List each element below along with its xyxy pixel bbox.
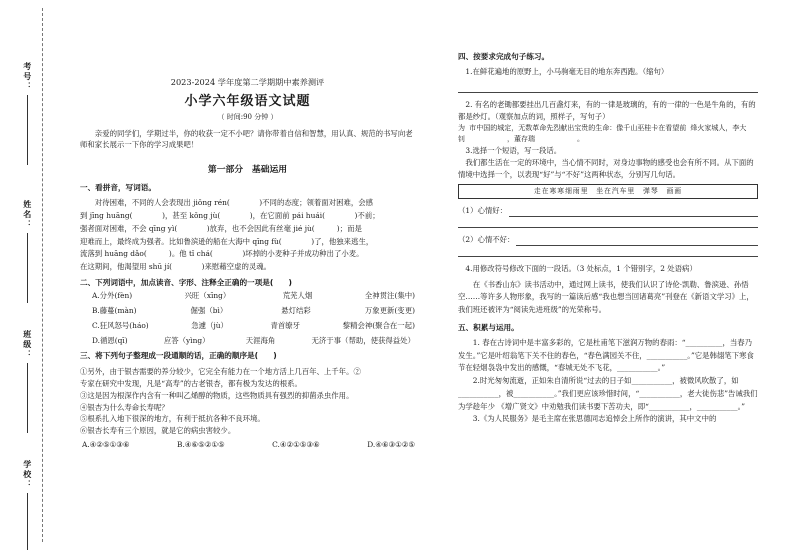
s2-cell: 应答（yìng）: [163, 335, 210, 345]
s2-option-row[interactable]: [80, 292, 415, 301]
s2-cell: A.分外(fèn): [92, 290, 133, 300]
exam-number-field[interactable]: [20, 62, 34, 165]
intro-note: 亲爱的同学们，学期过半，你的收获一定不小吧？请你带着自信和智慧，用认真、规范的书写向老师和家长展示一下你的学习成果吧！: [80, 128, 413, 150]
part-title: 第一部分 基础运用: [207, 164, 288, 175]
school-field[interactable]: [20, 460, 34, 550]
mood-good-line-2[interactable]: [458, 217, 758, 228]
exam-title: 2023-2024 学年度第二学期期中素养测评: [170, 77, 325, 87]
class-label: 班级：: [22, 330, 33, 360]
s4-q3: 3.选择一个短语，写一段话。: [465, 146, 562, 156]
s3-options: [80, 441, 415, 450]
section-5-heading: 五、积累与运用。: [458, 322, 519, 332]
s4-q2: 2. 有名的老锄都要挂出几百盏灯来，有的一律是玻璃的，有的一律的一色是牛角的，有的都是纱灯。（观察加点的词，照样子，写句子）: [458, 100, 756, 122]
s1-line: 到 jīng huāng( )，甚至 kǒng jù( )，在它面前 pái huái( )不前；: [80, 211, 380, 221]
s5-q1[interactable]: 1. 春在古诗词中是丰富多彩的，它是杜甫笔下滋润万物的春雨：“__________，当春乃发生。”它是叶绍翁笔下关不住的春色，“春色满园关不住，___________。”它是韩翃笔下寒食节在轻烟袅袅中发出的感慨，“春城无处不飞花，___________。”: [458, 337, 754, 373]
s1-line: 流落到 huāng dǎo( )。他 tǐ chá( )坏掉的小麦种子并成功种出了小麦。: [80, 249, 364, 259]
s4-q2-answer[interactable]: 为 市中国的城定，无数革命先烈献出宝贵的生命：像千山巫桂卡在看望前 烽火家城人，李大钊 ，董存瑞 。: [458, 124, 747, 144]
s2-cell: 青首缭牙: [270, 320, 301, 330]
s3-line: ①另外，由于银杏需要的养分较少，它完全有能力在一个地方活上几百年、上千年。②: [80, 366, 361, 376]
s2-option-row[interactable]: [80, 322, 415, 331]
s3-line: ③这是因为根深作内含有一种叫乙烯醇的物质，这些物质具有强烈的抑菌杀虫作用。: [80, 390, 354, 400]
s1-line: 在这期间，他渴望用 shū jí( )来慰藉空虚的灵魂。: [80, 262, 272, 272]
paper-title: 小学六年级语文试题: [184, 93, 311, 109]
s4-q1: 1.在鲜花遍地的原野上，小马驹毫无目的地东奔西跑。（缩句）: [465, 67, 669, 77]
school-label: 学校：: [22, 460, 33, 490]
section-1-heading: 一、看拼音，写词语。: [80, 183, 156, 193]
mood-bad-label: （2）心情不好：: [458, 235, 515, 245]
s3-line: ④银杏为什么寿命长寿呢？: [80, 402, 169, 412]
name-line: [27, 233, 28, 303]
left-column: [80, 48, 415, 450]
s2-cell: 黎精会神(聚合在一起): [342, 320, 415, 330]
s2-cell: 万象更新(变更): [364, 305, 415, 315]
mood-bad-line-2[interactable]: [458, 246, 758, 257]
s3-option-a[interactable]: A.④②⑤①③⑥: [82, 440, 130, 450]
section-3-text: [80, 366, 415, 438]
s4-q1-answer-line[interactable]: [458, 82, 758, 93]
exam-number-line: [27, 95, 28, 165]
s4-q3-desc: 我们都生活在一定的环境中，当心情不同时，对身边事物的感受也会有所不同。从下面的情境中选择一个，以表现“好”与“不好”这两种状态，分别写几句话。: [458, 158, 754, 180]
school-line: [27, 493, 28, 550]
exam-number-label: 考号：: [22, 62, 33, 92]
s4-q4-text[interactable]: 在《书香山东》读书活动中，通过网上读书，使我们认识了诗伦·凯勒、鲁滨逊、孙悟空……等许多人物形象，我写的一篇读后感“我也想当回诸葛亮”刊登在《新语文学习》上，我们班还被评为“阅读先进班级”的光荣称号。: [458, 279, 754, 314]
s2-cell: 悬灯结彩: [281, 305, 311, 315]
s2-cell: B.藤蔓(màn): [92, 305, 137, 315]
s3-option-b[interactable]: B.④⑥⑤②①⑤: [177, 440, 225, 450]
section-3-heading: 三、将下列句子整理成一段通顺的话，正确的顺序是( ): [80, 351, 277, 361]
mood-bad-line[interactable]: [516, 236, 758, 246]
s2-cell: 天涯海角: [245, 335, 276, 345]
section-4-heading: 四、按要求完成句子练习。: [458, 52, 550, 61]
s3-option-d[interactable]: D.④⑥③①②⑤: [367, 440, 415, 450]
s1-line: 对待困难，不同的人会表现出 jiǒng rén( )不同的态度；领着面对困难，会感: [94, 198, 374, 208]
s2-cell: 倔强（bì）: [190, 305, 228, 315]
name-field[interactable]: [20, 200, 34, 303]
mood-good-label: （1）心情好：: [458, 206, 508, 216]
s2-cell: 急遽（jù）: [191, 320, 228, 330]
s2-cell: 荒芜人烟: [282, 290, 313, 300]
s1-line: 迎难而上，最终成为强者。比如鲁滨逊的船在大海中 qīng fù( )了，他独来逃生，: [80, 236, 374, 246]
mood-good-line[interactable]: [509, 207, 758, 217]
mood-bad-row[interactable]: [458, 236, 758, 246]
s5-q2[interactable]: 2.时光匆匆流逝，正如朱自清所说“过去的日子如___________，被微风吹散了，如___________，被___________。”我们更应该珍惜时间，“___________，老大徒伤悲”告诫我们为学趁年少 《增广贤文》中劝勉我们读书要下苦功夫，即“___________，___________。”: [458, 376, 758, 411]
cut-line: [42, 8, 43, 542]
s5-q3: 3.《为人民服务》是毛主席在张思德同志追悼会上所作的演讲，其中文中的: [472, 414, 717, 424]
time-info: （ 时间:90 分钟 ）: [217, 113, 278, 122]
s2-cell: C.狂风怒号(háo): [92, 320, 149, 330]
s2-cell: 全神贯注(集中): [364, 290, 415, 300]
s2-cell: D.循恩(qī): [92, 335, 128, 345]
s1-line: 强者面对困难，不会 qīng yì( )放弃，也不会因此有丝毫 jié jù( )；而是: [80, 223, 362, 233]
s2-cell: 无济于事（帮助，使获得益处）: [311, 335, 415, 345]
s4-q4: 4.用修改符号修改下面的一段话。（3 处标点，1 个错别字，2 处语病）: [465, 263, 697, 273]
class-field[interactable]: [20, 330, 34, 433]
phrase-box: 走在寒寒细雨里 坐在汽车里 弹琴 画画: [458, 184, 758, 198]
right-column: [458, 48, 758, 426]
mood-good-row[interactable]: [458, 207, 758, 217]
name-label: 姓名：: [22, 200, 33, 230]
section-1-text: [80, 197, 415, 273]
s2-option-row[interactable]: [80, 337, 415, 346]
section-2-heading: 二、下列词语中，加点读音、字形、注释全正确的一项是( ): [80, 277, 292, 287]
s2-option-row[interactable]: [80, 307, 415, 316]
s3-option-c[interactable]: C.④②①⑤③⑥: [272, 440, 320, 450]
s3-line: ⑤根系扎入地下很深的地方，有利于抵抗各种不良环境。: [80, 414, 265, 424]
s3-line: 专家在研究中发现，凡是“高寿”的古老银杏，都有极为发达的根系。: [80, 378, 302, 388]
s3-line: ⑥银杏长寿有三个原因，就是它的病虫害较少。: [80, 426, 236, 436]
s2-cell: 兴旺（xīng）: [184, 290, 231, 300]
binding-margin: [0, 0, 48, 550]
class-line: [27, 363, 28, 433]
